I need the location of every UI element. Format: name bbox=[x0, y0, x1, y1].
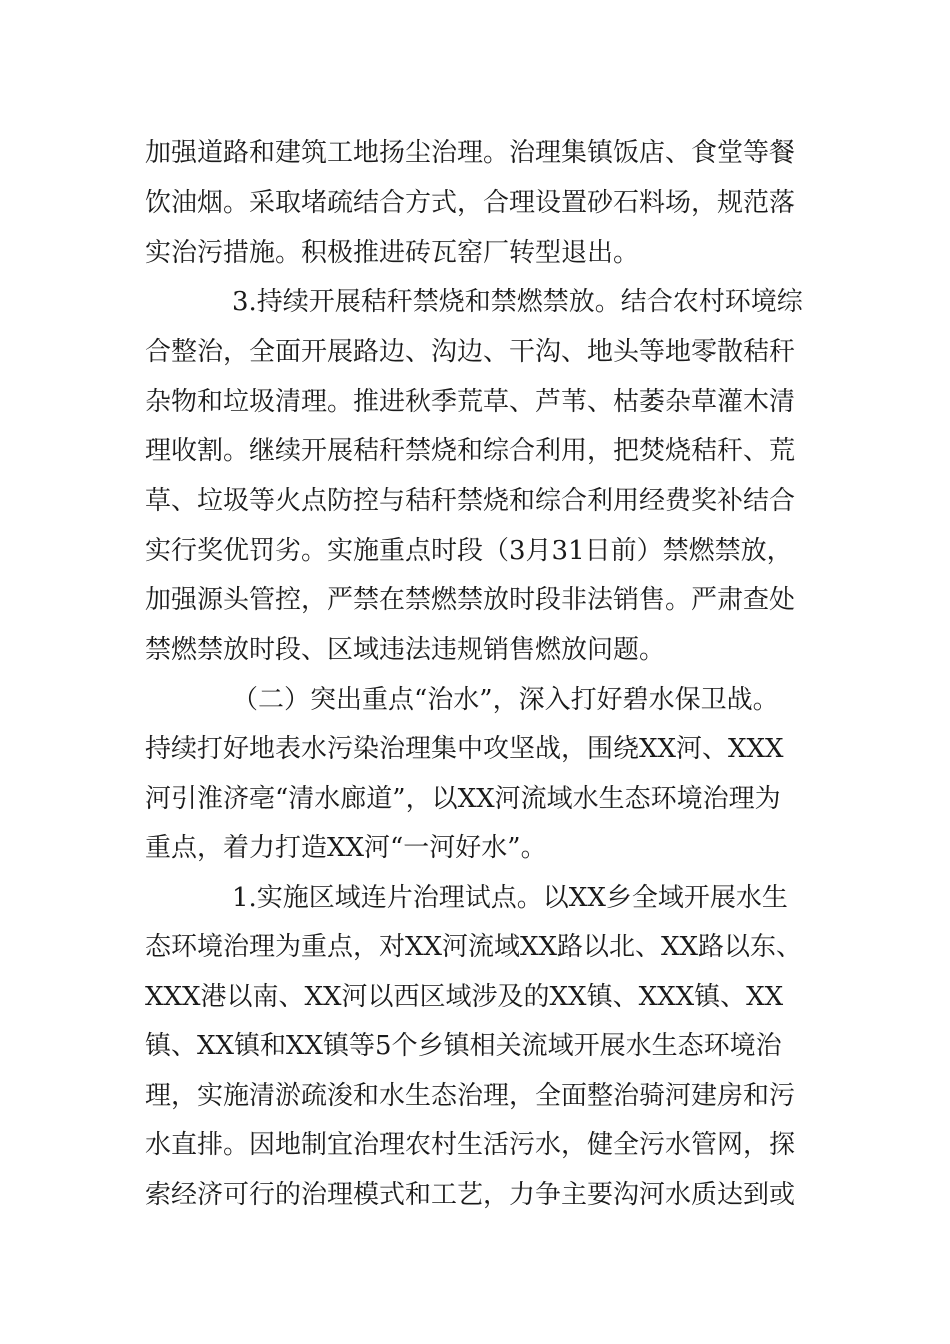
text-line: 加强道路和建筑工地扬尘治理。治理集镇饭店、食堂等餐 bbox=[145, 138, 796, 168]
text-line: 镇、XX镇和XX镇等5个乡镇相关流域开展水生态环境治 bbox=[145, 1031, 782, 1061]
text-line: 理，实施清淤疏浚和水生态治理，全面整治骑河建房和污 bbox=[145, 1081, 796, 1111]
text-line: 禁燃禁放时段、区域违法违规销售燃放问题。 bbox=[145, 635, 666, 665]
text-line: 实行奖优罚劣。实施重点时段（3月31日前）禁燃禁放， bbox=[145, 536, 793, 566]
text-line: 合整治，全面开展路边、沟边、干沟、地头等地零散秸秆 bbox=[145, 337, 796, 367]
section-heading: 1.实施区域连片治理试点。以XX乡全域开展水生 bbox=[232, 883, 788, 913]
text-line: 水直排。因地制宜治理农村生活污水，健全污水管网，探 bbox=[145, 1130, 796, 1160]
text-line: 态环境治理为重点，对XX河流域XX路以北、XX路以东、 bbox=[145, 932, 803, 962]
text-line: 重点，着力打造XX河“一河好水”。 bbox=[145, 833, 547, 863]
text-line: 加强源头管控，严禁在禁燃禁放时段非法销售。严肃查处 bbox=[145, 585, 796, 615]
text-line: 河引淮济亳“清水廊道”，以XX河流域水生态环境治理为 bbox=[145, 784, 781, 814]
section-heading: 3.持续开展秸秆禁烧和禁燃禁放。结合农村环境综 bbox=[232, 287, 803, 317]
text-line: 索经济可行的治理模式和工艺，力争主要沟河水质达到或 bbox=[145, 1180, 796, 1210]
text-line: 理收割。继续开展秸秆禁烧和综合利用，把焚烧秸秆、荒 bbox=[145, 436, 796, 466]
text-line: 实治污措施。积极推进砖瓦窑厂转型退出。 bbox=[145, 238, 640, 268]
text-line: 饮油烟。采取堵疏结合方式，合理设置砂石料场，规范落 bbox=[145, 188, 796, 218]
text-line: XXX港以南、XX河以西区域涉及的XX镇、XXX镇、XX bbox=[145, 982, 784, 1012]
section-heading: （二）突出重点“治水”，深入打好碧水保卫战。 bbox=[232, 685, 779, 715]
text-line: 持续打好地表水污染治理集中攻坚战，围绕XX河、XXX bbox=[145, 734, 784, 764]
text-line: 草、垃圾等火点防控与秸秆禁烧和综合利用经费奖补结合 bbox=[145, 486, 796, 516]
text-line: 杂物和垃圾清理。推进秋季荒草、芦苇、枯萎杂草灌木清 bbox=[145, 387, 796, 417]
